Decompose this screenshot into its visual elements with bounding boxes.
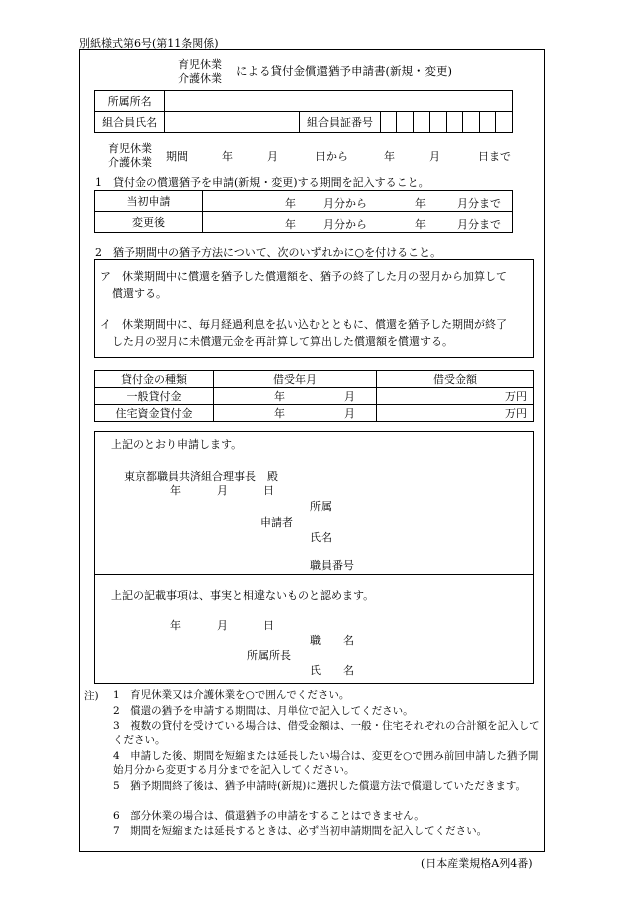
certification-month: 月 <box>217 619 228 632</box>
option-b-cont: した月の翌月に未償還元金を再計算して算出した償還額を償還する。 <box>112 335 453 348</box>
dept-label: 所属所名 <box>95 91 165 112</box>
loan-month: 月 <box>344 407 355 420</box>
name-input[interactable] <box>165 112 300 133</box>
table-row <box>95 405 534 422</box>
leave-from-year: 年 <box>222 150 233 163</box>
title-nursing: 介護休業 <box>178 72 222 85</box>
member-id-label: 組合員証番号 <box>300 112 380 133</box>
application-year: 年 <box>170 484 181 497</box>
application-statement: 上記のとおり申請します。 <box>111 438 243 451</box>
initial-year1: 年 <box>285 197 296 210</box>
deferral-period-table <box>94 190 513 233</box>
loan-date-header: 借受年月 <box>214 371 377 388</box>
note-item: 7 期間を短縮または延長するときは、必ず当初申請期間を記入してください。 <box>113 825 488 837</box>
certification-statement: 上記の記載事項は、事実と相違ないものと認めます。 <box>111 589 375 602</box>
note-item: 2 償還の猶予を申請する期間は、月単位で記入してください。 <box>113 705 414 717</box>
signature-divider <box>94 574 534 575</box>
loan-type-header: 貸付金の種類 <box>95 371 214 388</box>
applicant-name: 氏名 <box>310 531 332 544</box>
name-label: 組合員氏名 <box>95 112 165 133</box>
initial-from: 月分から <box>323 197 367 210</box>
note-item: 3 複数の貸付を受けている場合は、借受金額は、一般・住宅それぞれの合計額を記入してください。 <box>113 720 540 746</box>
leave-from-month: 月 <box>267 150 278 163</box>
loan-type: 一般貸付金 <box>95 388 214 405</box>
note-item: 5 猶予期間終了後は、猶予申請時(新規)に選択した償還方法で償還していただきます。 <box>113 780 527 792</box>
member-id-digit[interactable] <box>463 112 480 133</box>
leave-to-year: 年 <box>384 150 395 163</box>
applicant-dept: 所属 <box>310 500 332 513</box>
form-number: 別紙様式第6号(第11条関係) <box>79 37 219 50</box>
loan-amount: 万円 <box>377 388 534 405</box>
certification-day: 日 <box>263 619 274 632</box>
initial-year2: 年 <box>415 197 426 210</box>
note-item: 1 育児休業又は介護休業を○で囲んでください。 <box>113 689 350 701</box>
head-label: 所属所長 <box>247 649 291 662</box>
application-month: 月 <box>217 484 228 497</box>
member-id-digit[interactable] <box>446 112 463 133</box>
member-id-digit[interactable] <box>380 112 397 133</box>
loan-type: 住宅資金貸付金 <box>95 405 214 422</box>
member-id-digit[interactable] <box>479 112 496 133</box>
table-row <box>95 212 513 233</box>
loan-year: 年 <box>274 407 285 420</box>
loan-table <box>94 370 534 422</box>
loan-amount: 万円 <box>377 405 534 422</box>
member-id-digit[interactable] <box>430 112 447 133</box>
changed-year1: 年 <box>285 218 296 231</box>
footer-standard: (日本産業規格A列4番) <box>421 857 533 870</box>
leave-to-day: 日まで <box>478 150 511 163</box>
certification-year: 年 <box>170 619 181 632</box>
leave-from-day: 日から <box>315 150 348 163</box>
application-day: 日 <box>263 484 274 497</box>
initial-to: 月分まで <box>457 197 501 210</box>
section1-heading: 1 貸付金の償還猶予を申請(新規・変更)する期間を記入すること。 <box>95 176 430 189</box>
leave-childcare-label: 育児休業 <box>108 142 152 155</box>
table-row <box>95 191 513 212</box>
leave-nursing-label: 介護休業 <box>108 156 152 169</box>
head-position: 職 名 <box>310 634 354 647</box>
option-a-cont: 償還する。 <box>112 287 167 300</box>
section2-heading: 2 猶予期間中の猶予方法について、次のいずれかに○を付けること。 <box>95 246 442 259</box>
leave-to-month: 月 <box>429 150 440 163</box>
changed-from: 月分から <box>323 218 367 231</box>
member-id-digit[interactable] <box>496 112 513 133</box>
changed-label: 変更後 <box>95 212 203 233</box>
changed-year2: 年 <box>415 218 426 231</box>
title-childcare: 育児休業 <box>178 58 222 71</box>
dept-input[interactable] <box>165 91 513 112</box>
loan-month: 月 <box>344 390 355 403</box>
member-id-digit[interactable] <box>413 112 430 133</box>
applicant-label: 申請者 <box>260 516 293 529</box>
member-id-digit[interactable] <box>397 112 414 133</box>
note-item: 4 申請した後、期間を短縮または延長したい場合は、変更を○で囲み前回申請した猶予開始月分から変更する月分までを記入してください。 <box>113 750 539 776</box>
option-a[interactable]: ア 休業期間中に償還を猶予した償還額を、猶予の終了した月の翌月から加算して <box>100 270 507 283</box>
applicant-table <box>94 90 513 133</box>
initial-application-label: 当初申請 <box>95 191 203 212</box>
leave-period-label: 期間 <box>166 150 188 163</box>
notes-label: 注) <box>84 690 99 702</box>
note-item: 6 部分休業の場合は、償還猶予の申請をすることはできません。 <box>113 810 425 822</box>
loan-year: 年 <box>274 390 285 403</box>
changed-to: 月分まで <box>457 218 501 231</box>
applicant-staff-no: 職員番号 <box>310 559 354 572</box>
loan-amount-header: 借受金額 <box>377 371 534 388</box>
page-title: による貸付金償還猶予申請書(新規・変更) <box>236 64 452 78</box>
option-b[interactable]: イ 休業期間中に、毎月経過利息を払い込むとともに、償還を猶予した期間が終了 <box>100 318 507 331</box>
head-name: 氏 名 <box>310 664 354 677</box>
table-row <box>95 388 534 405</box>
addressee: 東京都職員共済組合理事長 殿 <box>124 470 278 483</box>
